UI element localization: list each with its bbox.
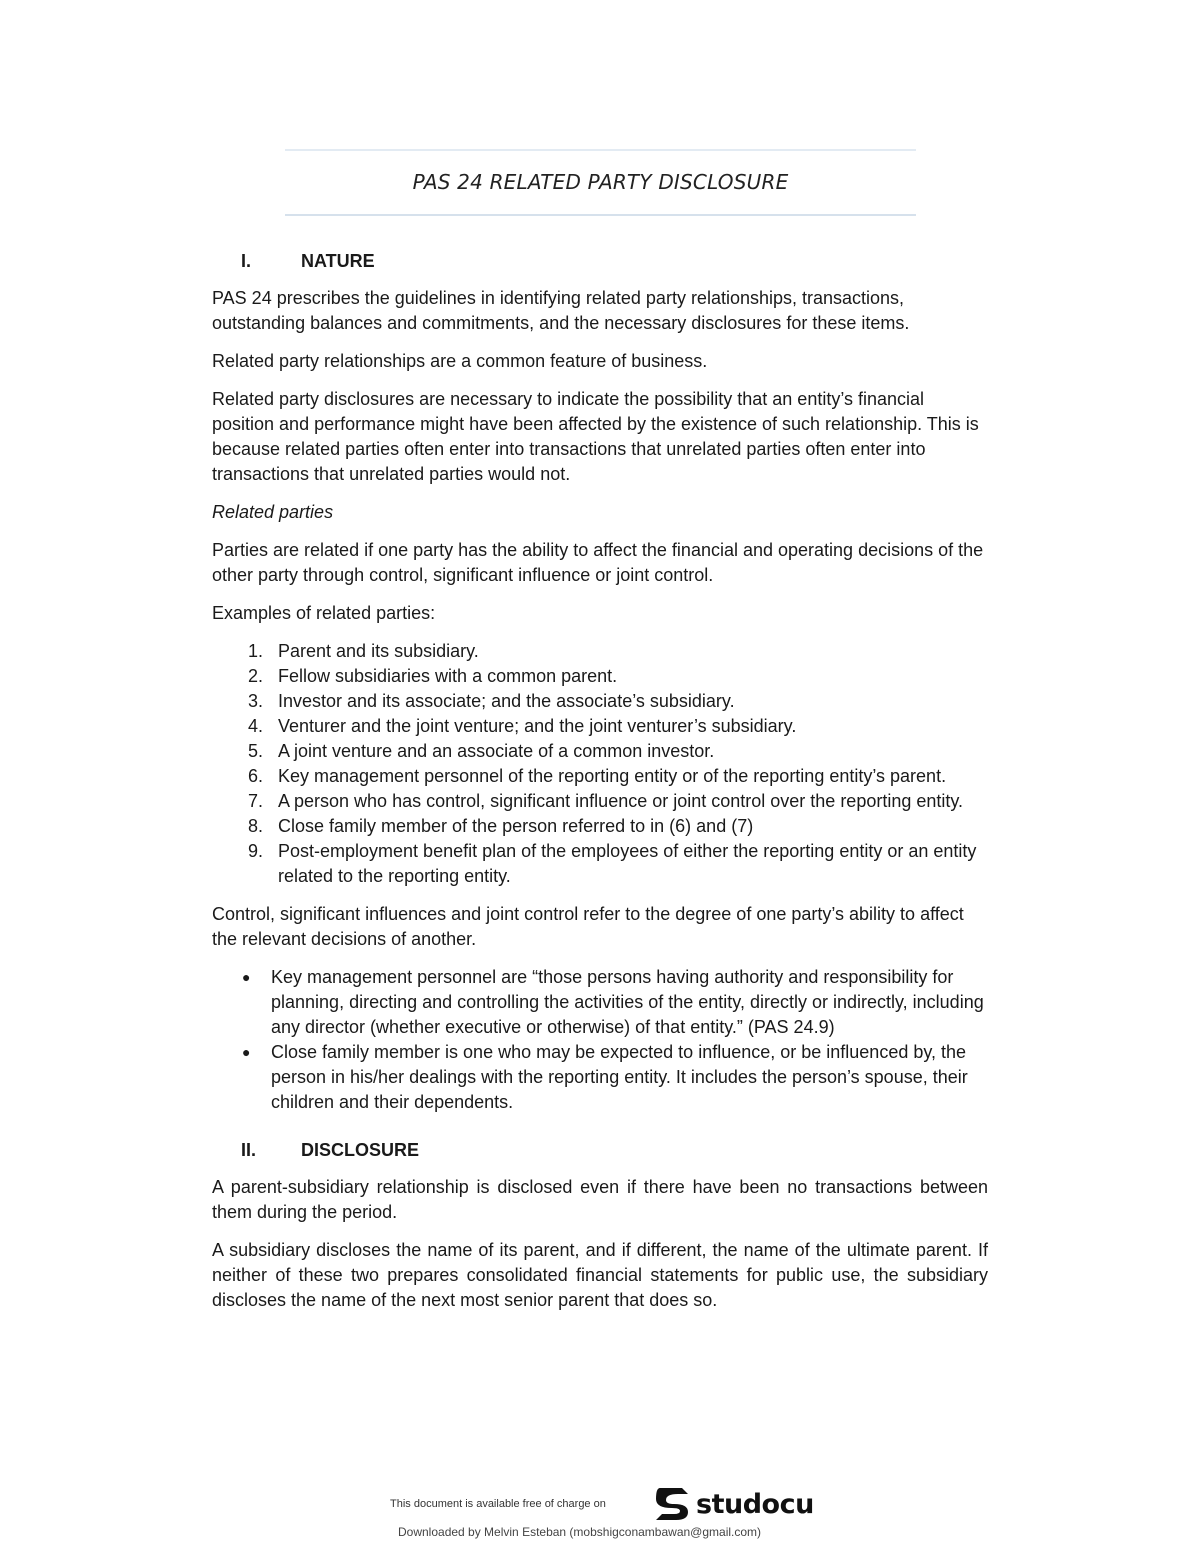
list-number: 3. — [248, 691, 264, 711]
footer-availability — [390, 1484, 840, 1524]
paragraph: A parent-subsidiary relationship is disclosed even if there have been no transactions between them during the period. — [212, 1177, 988, 1222]
document-body — [212, 248, 988, 1326]
section-heading-nature — [212, 248, 988, 274]
list-number: 6. — [248, 766, 264, 786]
document-title: PAS 24 RELATED PARTY DISCLOSURE — [412, 170, 789, 194]
list-number: 9. — [248, 841, 264, 861]
examples-intro: Examples of related parties: — [212, 603, 436, 623]
list-item-text: Close family member of the person referred to in (6) and (7) — [278, 816, 754, 836]
list-item — [212, 739, 988, 764]
studocu-logo-icon — [652, 1486, 692, 1522]
bullet-item — [212, 965, 988, 1040]
list-item — [212, 764, 988, 789]
paragraph: Related party relationships are a common feature of business. — [212, 351, 708, 371]
examples-list — [212, 639, 988, 889]
list-item-text: Key management personnel of the reporting entity or of the reporting entity’s parent. — [278, 766, 947, 786]
bullet-item — [212, 1040, 988, 1115]
title-bottom-rule — [285, 214, 916, 216]
list-number: 5. — [248, 741, 264, 761]
list-item — [212, 789, 988, 814]
list-item-text: Fellow subsidiaries with a common parent. — [278, 666, 618, 686]
paragraph: Related party disclosures are necessary to indicate the possibility that an entity’s financial position and performance might have been affected by the existence of such relationship. This is because related parties often enter into transactions that unrelated parties often enter into transactions that unrelated parties would not. — [212, 389, 979, 484]
list-item-text: Parent and its subsidiary. — [278, 641, 479, 661]
section-heading-disclosure — [212, 1137, 988, 1163]
section-number: II. — [241, 1139, 257, 1160]
list-item — [212, 839, 988, 889]
list-item — [212, 814, 988, 839]
definitions-list — [212, 965, 988, 1115]
list-number: 1. — [248, 641, 264, 661]
list-number: 4. — [248, 716, 264, 736]
paragraph: A subsidiary discloses the name of its parent, and if different, the name of the ultimate parent. If neither of these two prepares consolidated financial statements for public use, the subsidiary discloses the name of the next most senior parent that does so. — [212, 1240, 988, 1310]
section-number: I. — [241, 250, 252, 271]
list-number: 8. — [248, 816, 264, 836]
paragraph: Parties are related if one party has the ability to affect the financial and operating decisions of the other party through control, significant influence or joint control. — [212, 540, 984, 585]
list-item — [212, 664, 988, 689]
subheading-related-parties: Related parties — [212, 502, 334, 522]
list-item-text: Investor and its associate; and the associate’s subsidiary. — [278, 691, 735, 711]
availability-text: This document is available free of charge on — [390, 1498, 606, 1510]
list-item — [212, 639, 988, 664]
bullet-icon: ● — [242, 969, 251, 985]
list-number: 2. — [248, 666, 264, 686]
list-item — [212, 689, 988, 714]
list-item-text: Venturer and the joint venture; and the joint venturer’s subsidiary. — [278, 716, 797, 736]
section-title: NATURE — [301, 250, 375, 271]
list-item-text: Post-employment benefit plan of the employees of either the reporting entity or an entity related to the reporting entity. — [278, 841, 977, 886]
paragraph: Control, significant influences and joint control refer to the degree of one party’s ability to affect the relevant decisions of another. — [212, 904, 964, 949]
list-item — [212, 714, 988, 739]
footer-downloaded-by: Downloaded by Melvin Esteban (mobshigconambawan@gmail.com) — [398, 1525, 762, 1539]
studocu-wordmark: studocu — [696, 1488, 814, 1520]
paragraph: PAS 24 prescribes the guidelines in identifying related party relationships, transactions, outstanding balances and commitments, and the necessary disclosures for these items. — [212, 288, 910, 333]
list-item-text: A joint venture and an associate of a common investor. — [278, 741, 715, 761]
title-top-rule — [285, 149, 916, 151]
list-number: 7. — [248, 791, 264, 811]
bullet-icon: ● — [242, 1044, 251, 1060]
section-title: DISCLOSURE — [301, 1139, 420, 1160]
bullet-item-text: Key management personnel are “those persons having authority and responsibility for planning, directing and controlling the activities of the entity, directly or indirectly, including any director (whether executive or otherwise) of that entity.” (PAS 24.9) — [271, 967, 984, 1037]
bullet-item-text: Close family member is one who may be expected to influence, or be influenced by, the person in his/her dealings with the reporting entity. It includes the person’s spouse, their children and their dependents. — [271, 1042, 968, 1112]
list-item-text: A person who has control, significant influence or joint control over the reporting entity. — [278, 791, 964, 811]
studocu-logo[interactable] — [652, 1486, 814, 1522]
